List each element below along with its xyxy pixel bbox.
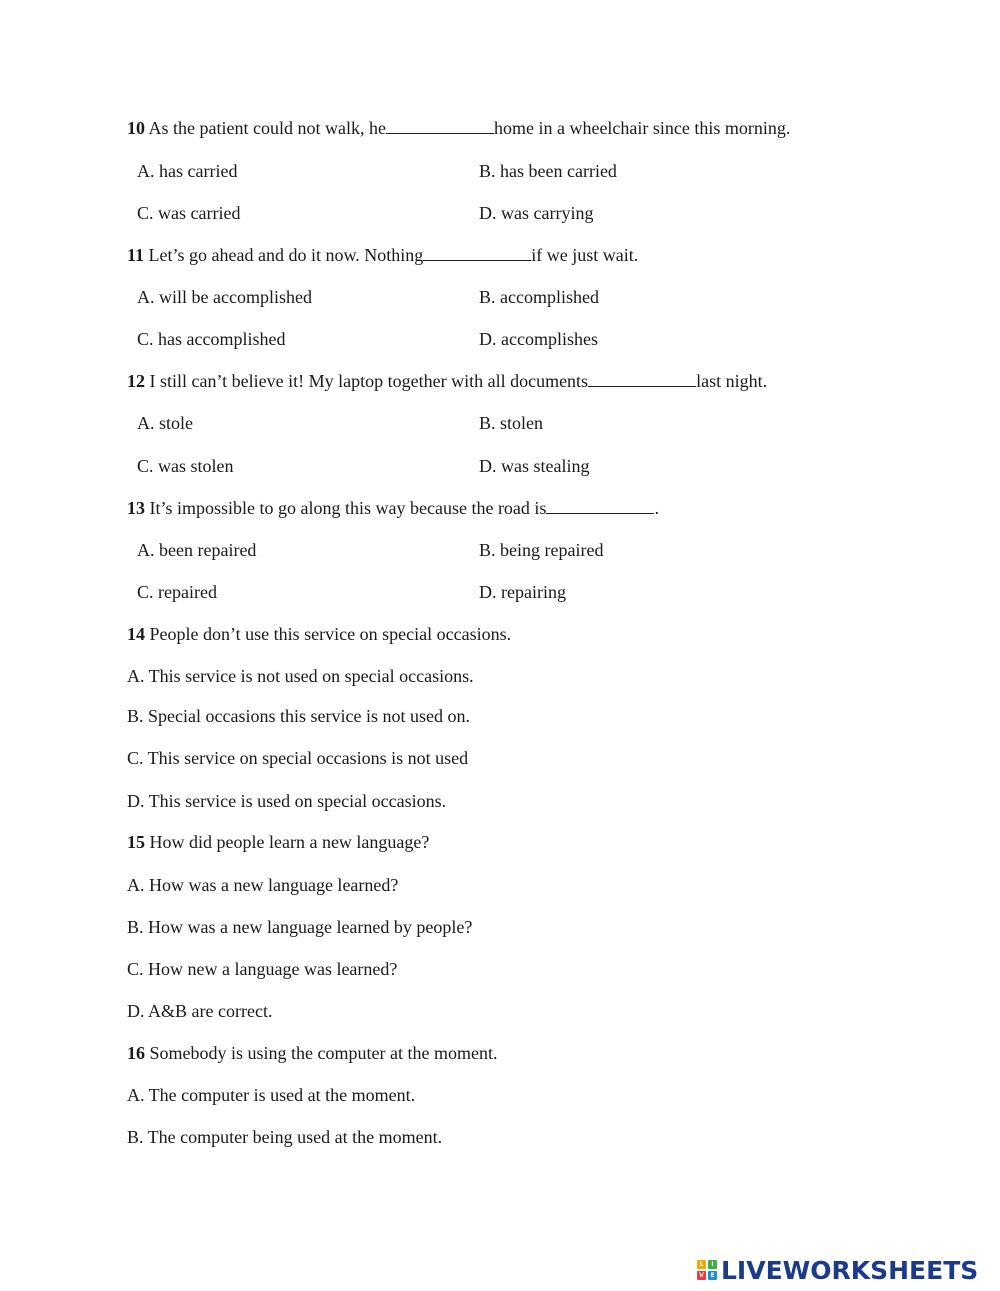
option-d[interactable]: D. was stealing — [479, 456, 590, 476]
question-stem-pre: It’s impossible to go along this way because the road is — [149, 498, 547, 518]
question-stem: How did people learn a new language? — [149, 832, 430, 852]
question-stem: Somebody is using the computer at the moment. — [149, 1043, 498, 1063]
option-c[interactable]: C. How new a language was learned? — [127, 959, 398, 979]
question-number: 10 — [127, 118, 145, 138]
question-16 — [127, 1042, 497, 1064]
option-d[interactable]: D. This service is used on special occasions. — [127, 791, 447, 811]
question-stem-post: . — [654, 498, 659, 518]
answer-blank[interactable] — [588, 370, 696, 387]
logo-tile-v: V — [697, 1271, 706, 1280]
option-d[interactable]: D. was carrying — [479, 203, 594, 223]
question-11 — [127, 244, 638, 266]
option-b[interactable]: B. Special occasions this service is not used on. — [127, 706, 470, 726]
option-b[interactable]: B. How was a new language learned by people? — [127, 917, 473, 937]
question-number: 12 — [127, 371, 145, 391]
option-b[interactable]: B. The computer being used at the moment. — [127, 1127, 443, 1147]
question-10 — [127, 117, 790, 139]
liveworksheets-logo-text: LIVEWORKSHEETS — [721, 1255, 979, 1285]
logo-tile-e: E — [708, 1271, 717, 1280]
option-a[interactable]: A. This service is not used on special occasions. — [127, 666, 474, 686]
option-b[interactable]: B. stolen — [479, 413, 544, 433]
question-number: 15 — [127, 832, 145, 852]
option-d[interactable]: D. A&B are correct. — [127, 1001, 273, 1021]
option-c[interactable]: C. repaired — [137, 582, 217, 602]
option-b[interactable]: B. accomplished — [479, 287, 599, 307]
logo-tile-i: I — [708, 1260, 717, 1269]
option-a[interactable]: A. been repaired — [137, 540, 257, 560]
logo-tile-l: L — [697, 1260, 706, 1269]
option-d[interactable]: D. repairing — [479, 582, 566, 602]
option-c[interactable]: C. This service on special occasions is not used — [127, 748, 469, 768]
question-14 — [127, 623, 511, 645]
option-a[interactable]: A. will be accomplished — [137, 287, 312, 307]
question-stem-pre: As the patient could not walk, he — [148, 118, 386, 138]
answer-blank[interactable] — [386, 117, 494, 134]
question-stem: People don’t use this service on special occasions. — [149, 624, 512, 644]
option-a[interactable]: A. stole — [137, 413, 193, 433]
question-12 — [127, 370, 767, 392]
question-number: 14 — [127, 624, 145, 644]
question-number: 16 — [127, 1043, 145, 1063]
question-stem-post: last night. — [696, 371, 768, 391]
liveworksheets-logo-icon — [697, 1260, 717, 1280]
question-stem-pre: I still can’t believe it! My laptop together with all documents — [149, 371, 589, 391]
answer-blank[interactable] — [546, 497, 654, 514]
liveworksheets-logo — [697, 1255, 978, 1285]
question-15 — [127, 831, 429, 853]
question-number: 11 — [127, 245, 145, 265]
question-13 — [127, 497, 659, 519]
option-c[interactable]: C. was stolen — [137, 456, 234, 476]
question-stem-post: if we just wait. — [531, 245, 639, 265]
option-a[interactable]: A. The computer is used at the moment. — [127, 1085, 416, 1105]
option-c[interactable]: C. has accomplished — [137, 329, 286, 349]
answer-blank[interactable] — [423, 244, 531, 261]
option-b[interactable]: B. being repaired — [479, 540, 604, 560]
option-d[interactable]: D. accomplishes — [479, 329, 598, 349]
question-stem-pre: Let’s go ahead and do it now. Nothing — [148, 245, 424, 265]
question-stem-post: home in a wheelchair since this morning. — [493, 118, 791, 138]
question-number: 13 — [127, 498, 145, 518]
option-c[interactable]: C. was carried — [137, 203, 241, 223]
option-b[interactable]: B. has been carried — [479, 161, 617, 181]
option-a[interactable]: A. How was a new language learned? — [127, 875, 399, 895]
option-a[interactable]: A. has carried — [137, 161, 238, 181]
